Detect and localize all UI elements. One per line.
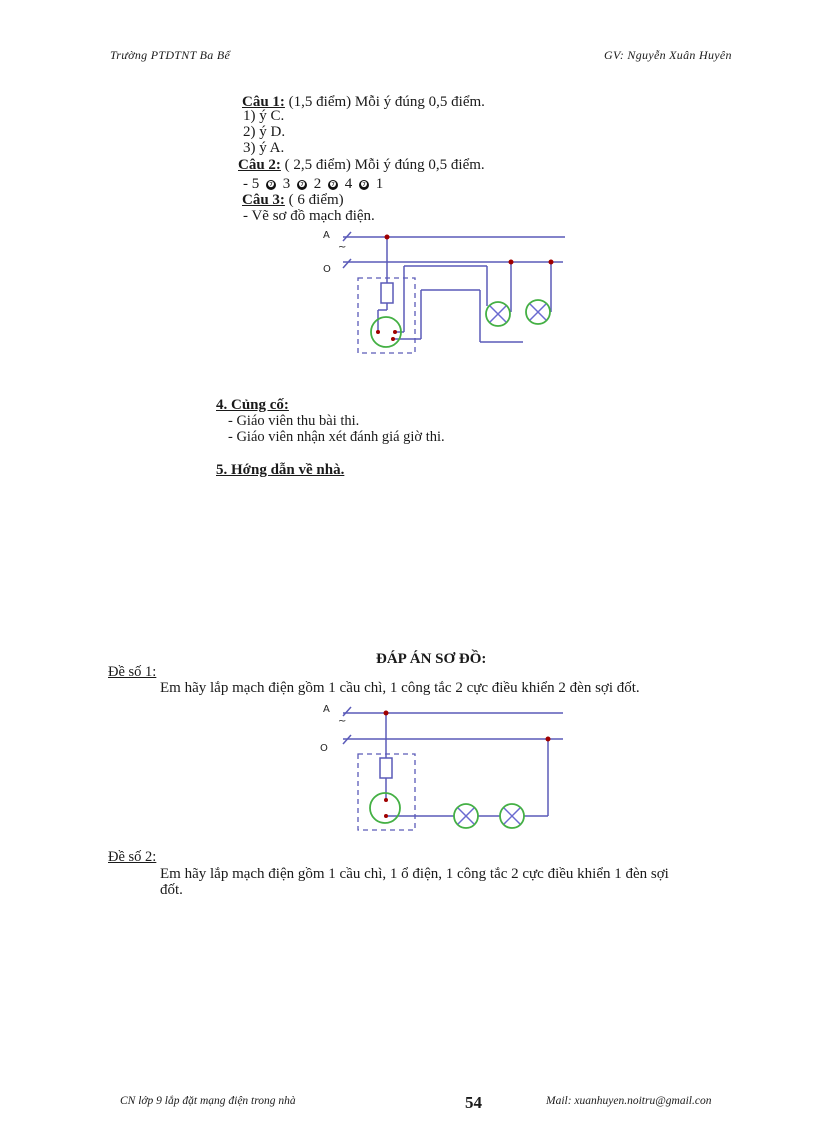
q3-item: - Vẽ sơ đồ mạch điện.	[243, 208, 375, 224]
q2-seq-item: 3	[282, 176, 291, 192]
q2-label: Câu 2:	[238, 157, 281, 173]
section4-item-2: - Giáo viên nhận xét đánh giá giờ thi.	[228, 429, 445, 445]
lamp-1	[454, 804, 478, 828]
tilde-label: ~	[338, 242, 347, 253]
de2-text-line2: đốt.	[160, 882, 183, 898]
q2-seq-item: 2	[313, 176, 322, 192]
q3-text: ( 6 điểm)	[284, 192, 344, 208]
answer-key-title: ĐÁP ÁN SƠ ĐỒ:	[376, 651, 487, 667]
q1-item-1: 1) ý C.	[243, 108, 285, 124]
section4-title: 4. Củng cố:	[216, 397, 289, 413]
q2-text: ( 2,5 điểm) Mỗi ý đúng 0,5 điểm.	[280, 157, 485, 173]
q1-text: (1,5 điểm) Mỗi ý đúng 0,5 điểm.	[284, 94, 485, 110]
header-school: Trường PTDTNT Ba Bể	[110, 48, 231, 62]
q2-seq-item: 1	[375, 176, 384, 192]
de2-text-line1: Em hãy lắp mạch điện gồm 1 cầu chì, 1 ổ điện, 1 công tắc 2 cực điều khiển 1 đèn sợi	[160, 866, 669, 882]
de1-text: Em hãy lắp mạch điện gồm 1 cầu chì, 1 công tắc 2 cực điều khiển 2 đèn sợi đốt.	[160, 680, 640, 696]
q2-seq-item: - 5	[243, 176, 260, 192]
q1-item-3: 3) ý A.	[243, 140, 285, 156]
header-teacher: GV: Nguyễn Xuân Huyên	[604, 48, 732, 62]
switch-circle	[370, 793, 400, 823]
arrow-bullet-icon: ❼	[329, 180, 337, 189]
section5-title: 5. Hớng dẫn về nhà.	[216, 462, 345, 478]
neutral-label: O	[323, 264, 331, 275]
footer-left: CN lớp 9 lắp đặt mạng điện trong nhà	[120, 1095, 296, 1107]
section4-item-1: - Giáo viên thu bài thi.	[228, 413, 360, 429]
arrow-bullet-icon: ❼	[360, 180, 368, 189]
footer-mail: Mail: xuanhuyen.noitru@gmail.con	[546, 1095, 712, 1107]
de1-label: Đề số 1:	[108, 664, 157, 680]
page-number: 54	[465, 1093, 482, 1112]
phase-label: A	[323, 230, 330, 241]
q1-label: Câu 1:	[242, 94, 285, 110]
q3-label: Câu 3:	[242, 192, 285, 208]
neutral-label: O	[320, 743, 328, 754]
de2-label: Đề số 2:	[108, 849, 157, 865]
phase-label: A	[323, 704, 330, 715]
q1-item-2: 2) ý D.	[243, 124, 286, 140]
q2-seq-item: 4	[344, 176, 353, 192]
tilde-label: ~	[338, 716, 347, 727]
arrow-bullet-icon: ❼	[298, 180, 306, 189]
fuse	[380, 758, 392, 778]
lamp-2	[500, 804, 524, 828]
arrow-bullet-icon: ❼	[267, 180, 275, 189]
